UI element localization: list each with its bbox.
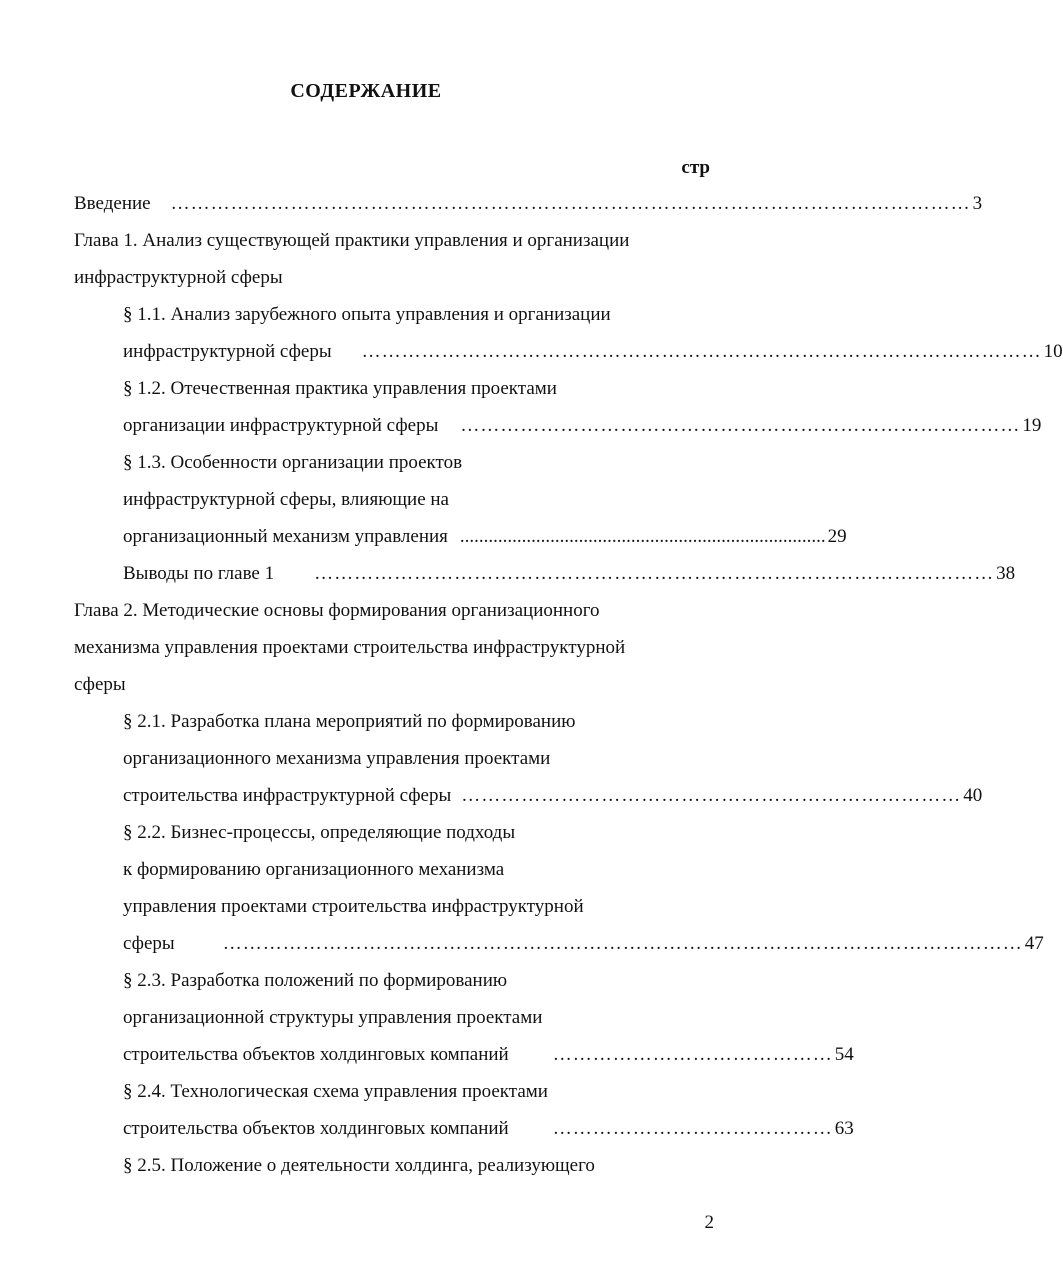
toc-leader-dots: ………………………………………………………………………………………………………… [222, 933, 1023, 954]
toc-section-1-3[interactable] [123, 522, 847, 552]
toc-section-1-1[interactable] [123, 337, 1063, 367]
toc-section-2-2-line2[interactable]: к формированию организационного механизма [123, 859, 505, 880]
toc-page-number: 3 [972, 193, 983, 214]
toc-leader-dots: …………………………………… [552, 1044, 833, 1065]
toc-entry-text: Введение [74, 193, 151, 214]
toc-section-2-1-line2[interactable]: организационного механизма управления проектами [123, 748, 551, 769]
toc-page-number: 38 [996, 563, 1016, 584]
toc-chapter-2-line2[interactable]: механизма управления проектами строительства инфраструктурной [74, 637, 626, 658]
toc-section-1-2[interactable] [123, 411, 1042, 441]
toc-section-2-5-line1[interactable]: § 2.5. Положение о деятельности холдинга, реализующего [123, 1155, 595, 1176]
toc-page-number: 19 [1022, 415, 1042, 436]
toc-section-2-3[interactable] [123, 1040, 854, 1070]
toc-section-1-3-line2[interactable]: инфраструктурной сферы, влияющие на [123, 489, 449, 510]
toc-section-2-3-line1[interactable]: § 2.3. Разработка положений по формированию [123, 970, 508, 991]
toc-section-2-1-line1[interactable]: § 2.1. Разработка плана мероприятий по формированию [123, 711, 576, 732]
toc-section-2-2-line3[interactable]: управления проектами строительства инфраструктурной [123, 896, 584, 917]
toc-conclusions-1[interactable] [123, 559, 1016, 589]
toc-leader-dots: …………………………………… [552, 1118, 833, 1139]
toc-leader-dots: ………………………………………………………………………………………… [314, 563, 995, 584]
toc-leader-dots: ………………………………………………………………………………………………………… [170, 193, 971, 214]
toc-chapter-1-line2[interactable]: инфраструктурной сферы [74, 267, 283, 288]
toc-section-1-1-line1[interactable]: § 1.1. Анализ зарубежного опыта управления и организации [123, 304, 611, 325]
toc-entry-text: строительства инфраструктурной сферы [123, 785, 452, 806]
toc-section-2-2[interactable] [123, 929, 1044, 959]
page-column-header: стр [681, 157, 710, 178]
toc-section-2-3-line2[interactable]: организационной структуры управления проектами [123, 1007, 543, 1028]
toc-section-2-1[interactable] [123, 781, 983, 811]
toc-page-number: 63 [834, 1118, 854, 1139]
toc-page-number: 40 [963, 785, 983, 806]
page-number: 2 [704, 1212, 714, 1233]
toc-entry-text: строительства объектов холдинговых компаний [123, 1044, 509, 1065]
toc-leader-dots: ………………………………………………………………… [461, 785, 962, 806]
toc-entry-text: инфраструктурной сферы [123, 341, 332, 362]
toc-entry-text: организации инфраструктурной сферы [123, 415, 439, 436]
toc-section-2-2-line1[interactable]: § 2.2. Бизнес-процессы, определяющие подходы [123, 822, 516, 843]
toc-section-1-3-line1[interactable]: § 1.3. Особенности организации проектов [123, 452, 463, 473]
toc-entry-text: организационный механизм управления [123, 526, 448, 547]
toc-entry-text: Выводы по главе 1 [123, 563, 275, 584]
toc-section-2-4[interactable] [123, 1114, 854, 1144]
toc-leader-dots: ………………………………………………………………………………………… [361, 341, 1042, 362]
toc-chapter-2-line1[interactable]: Глава 2. Методические основы формирования организационного [74, 600, 600, 621]
toc-section-2-4-line1[interactable]: § 2.4. Технологическая схема управления проектами [123, 1081, 548, 1102]
toc-section-1-2-line1[interactable]: § 1.2. Отечественная практика управления проектами [123, 378, 557, 399]
toc-entry-intro[interactable] [74, 189, 983, 219]
toc-leader-dots: ………………………………………………………………………… [460, 415, 1021, 436]
toc-page-number: 29 [827, 526, 847, 547]
toc-page-number: 54 [834, 1044, 854, 1065]
page-title: СОДЕРЖАНИЕ [290, 80, 442, 102]
toc-page-number: 10 [1043, 341, 1063, 362]
toc-entry-text: строительства объектов холдинговых компаний [123, 1118, 509, 1139]
toc-chapter-2-line3[interactable]: сферы [74, 674, 126, 695]
toc-chapter-1-line1[interactable]: Глава 1. Анализ существующей практики управления и организации [74, 230, 630, 251]
toc-leader-dots: ............................................................................. [459, 526, 826, 547]
toc-page-number: 47 [1024, 933, 1044, 954]
toc-entry-text: сферы [123, 933, 175, 954]
